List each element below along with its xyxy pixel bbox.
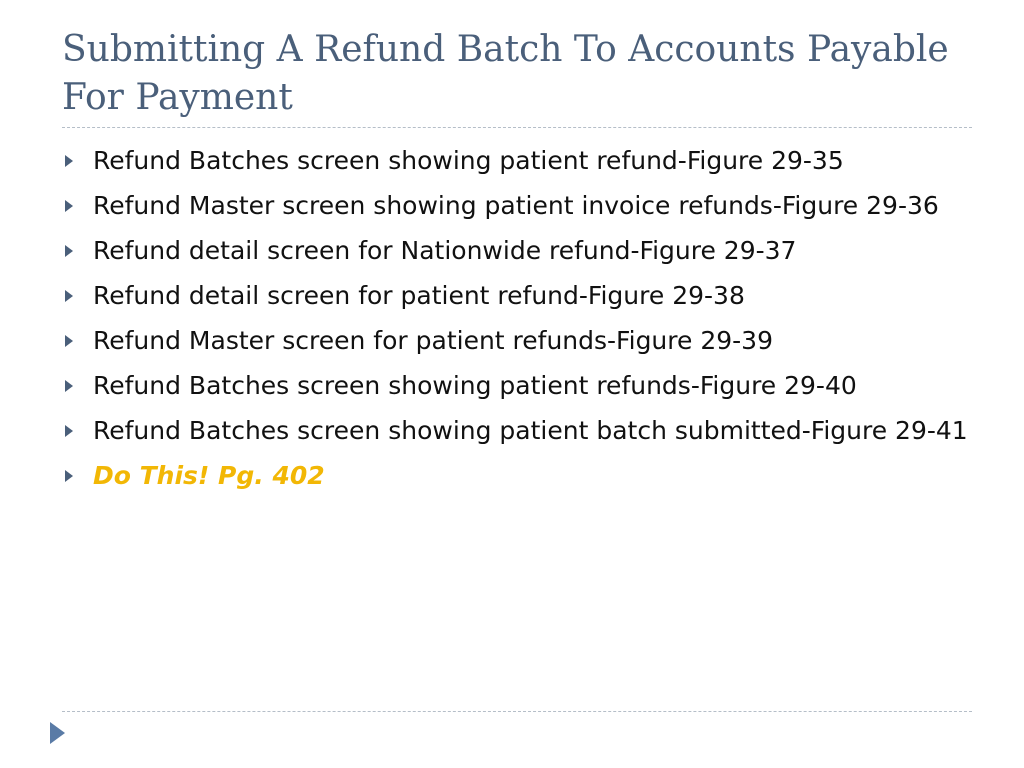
triangle-right-icon <box>65 335 73 347</box>
bullet-text: Refund detail screen for Nationwide refund-Figure 29-37 <box>93 236 797 265</box>
bullet-list <box>62 142 972 502</box>
triangle-right-icon <box>65 290 73 302</box>
triangle-right-icon <box>65 245 73 257</box>
bullet-item <box>62 142 972 179</box>
bullet-text: Refund Master screen for patient refunds-Figure 29-39 <box>93 326 773 355</box>
next-slide-arrow-icon[interactable] <box>50 722 65 744</box>
triangle-right-icon <box>65 155 73 167</box>
title-divider <box>62 127 972 128</box>
triangle-right-icon <box>65 200 73 212</box>
bullet-item <box>62 367 972 404</box>
bullet-item <box>62 322 972 359</box>
bullet-text: Refund Master screen showing patient invoice refunds-Figure 29-36 <box>93 191 939 220</box>
bullet-item-do-this <box>62 457 972 494</box>
bullet-text: Refund Batches screen showing patient batch submitted-Figure 29-41 <box>93 416 968 445</box>
bullet-text: Refund Batches screen showing patient refunds-Figure 29-40 <box>93 371 857 400</box>
bullet-item <box>62 412 972 449</box>
bullet-item <box>62 187 972 224</box>
triangle-right-icon <box>65 425 73 437</box>
bullet-item <box>62 277 972 314</box>
triangle-right-icon <box>65 380 73 392</box>
do-this-text: Do This! Pg. 402 <box>93 461 325 490</box>
bullet-item <box>62 232 972 269</box>
bullet-text: Refund detail screen for patient refund-Figure 29-38 <box>93 281 745 310</box>
triangle-right-icon <box>65 470 73 482</box>
slide-title: Submitting A Refund Batch To Accounts Payable For Payment <box>62 29 949 118</box>
bullet-text: Refund Batches screen showing patient refund-Figure 29-35 <box>93 146 844 175</box>
footer-divider <box>62 711 972 712</box>
